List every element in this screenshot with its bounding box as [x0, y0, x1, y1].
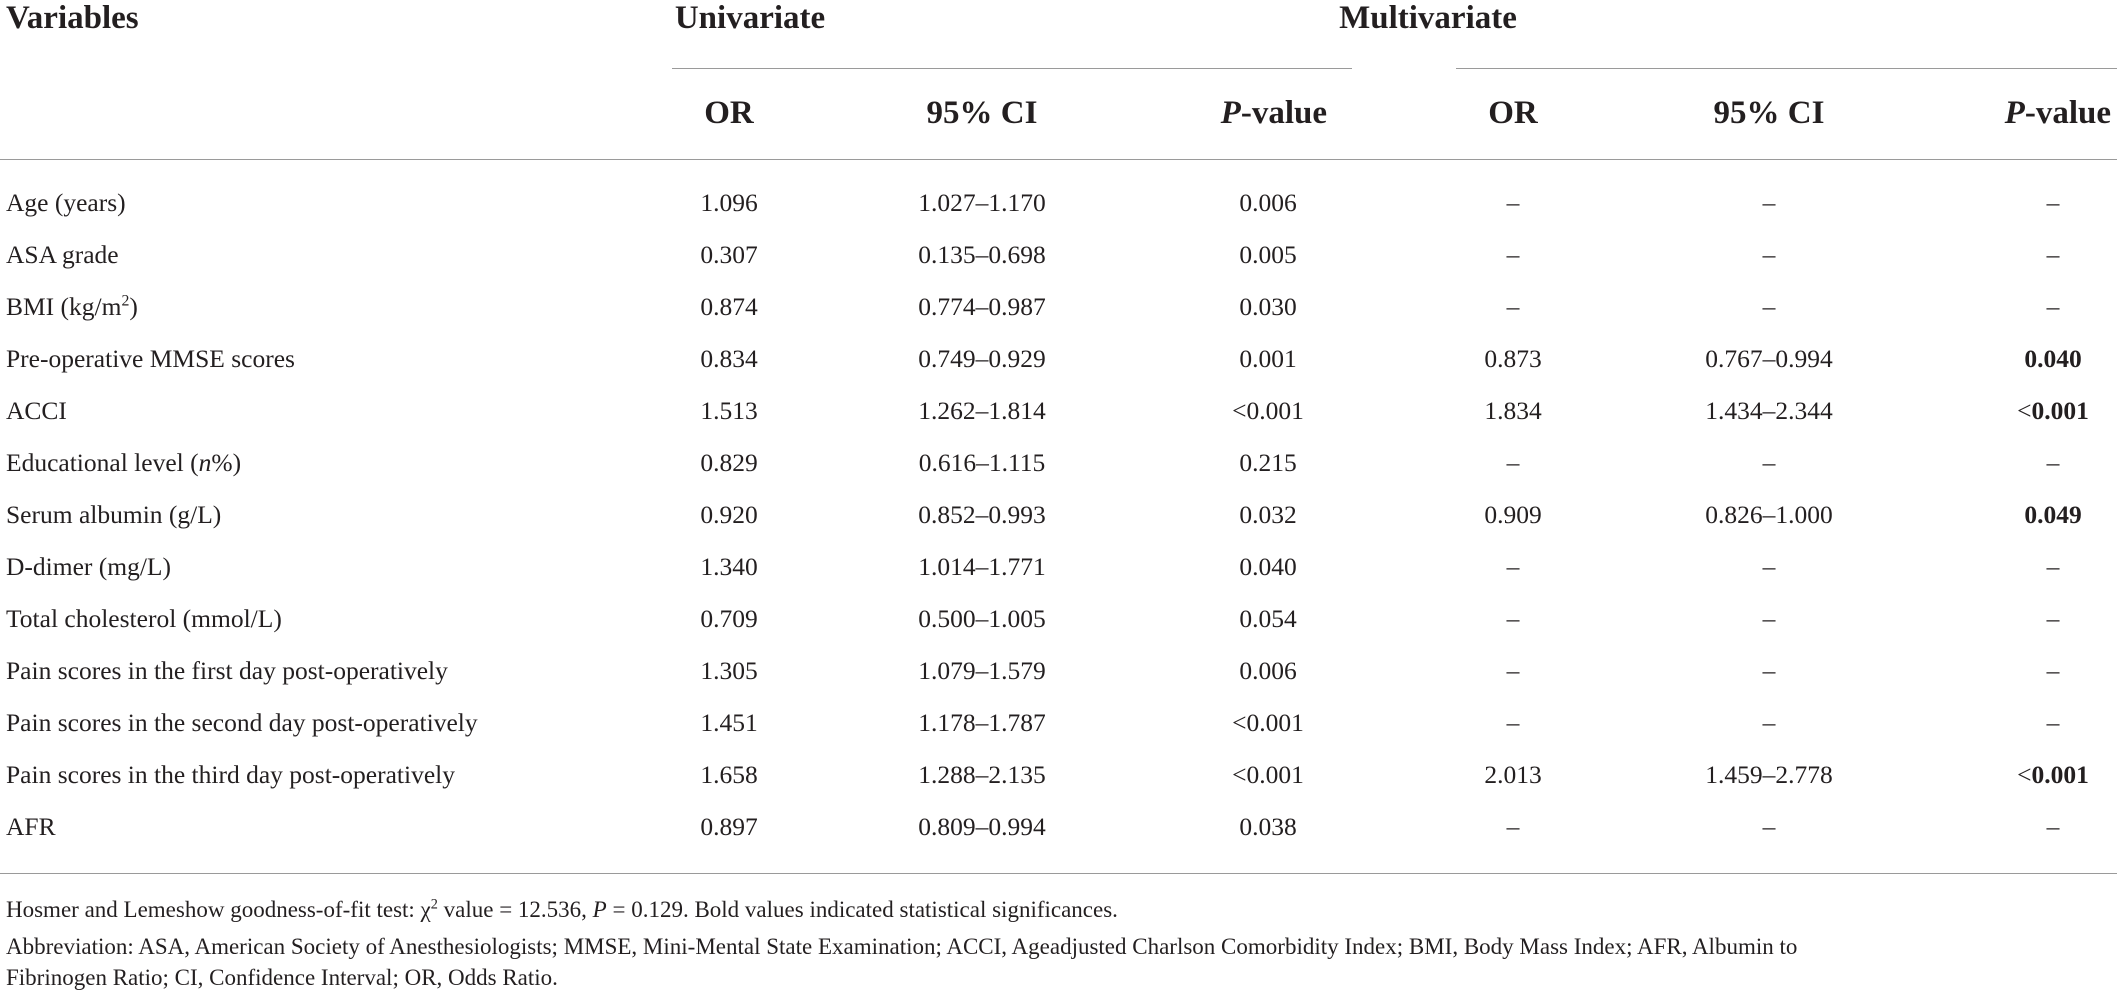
row-bmi-variable: BMI $(kg/m^2)$: [6, 292, 138, 321]
row-pain-day3-u-or: 1.658: [700, 760, 758, 789]
row-bmi-u-p: 0.030: [1239, 292, 1297, 321]
row-mmse-m-ci: 0.767–0.994: [1705, 344, 1833, 373]
row-age-m-p: –: [2046, 188, 2060, 217]
row-cholesterol-m-or: –: [1506, 604, 1520, 633]
row-ddimer-u-p: 0.040: [1239, 552, 1297, 581]
footnote-abbreviations-line2: Fibrinogen Ratio; CI, Confidence Interval; OR, Odds Ratio.: [6, 965, 558, 990]
row-ddimer-variable: D-dimer (mg/L): [6, 552, 171, 581]
row-cholesterol-u-p: 0.054: [1239, 604, 1297, 633]
row-pain-day1-m-ci: –: [1762, 656, 1776, 685]
row-asa-m-p: –: [2046, 240, 2060, 269]
row-cholesterol-u-or: 0.709: [700, 604, 758, 633]
table-bottom-rule: [0, 873, 2117, 874]
row-pain-day1-m-p: –: [2046, 656, 2060, 685]
row-pain-day2-u-p: <0.001: [1232, 708, 1304, 737]
row-albumin-m-ci: 0.826–1.000: [1705, 500, 1833, 529]
row-bmi-u-ci: 0.774–0.987: [918, 292, 1046, 321]
row-age-u-p: 0.006: [1239, 188, 1297, 217]
header-univariate-ci: 95% CI: [926, 95, 1038, 131]
row-pain-day1-variable: Pain scores in the first day post-operatively: [6, 656, 448, 685]
row-mmse-m-p: 0.040: [2024, 344, 2082, 373]
row-cholesterol-u-ci: 0.500–1.005: [918, 604, 1046, 633]
row-afr-u-or: 0.897: [700, 812, 758, 841]
row-pain-day3-variable: Pain scores in the third day post-operatively: [6, 760, 455, 789]
row-acci-u-ci: 1.262–1.814: [918, 396, 1046, 425]
row-asa-m-ci: –: [1762, 240, 1776, 269]
footnote-abbreviations-line1: Abbreviation: ASA, American Society of Anesthesiologists; MMSE, Mini-Mental State Examination; ACCI, Ageadjusted Charlson Comorbidity Index; BMI, Body Mass Index; AFR, Albumin to: [6, 934, 1798, 959]
row-albumin-variable: Serum albumin (g/L): [6, 500, 222, 529]
row-mmse-u-or: 0.834: [700, 344, 758, 373]
row-bmi-m-p: –: [2046, 292, 2060, 321]
row-acci-m-or: 1.834: [1484, 396, 1542, 425]
row-afr-u-ci: 0.809–0.994: [918, 812, 1046, 841]
row-asa-variable: ASA grade: [6, 240, 119, 269]
header-univariate: Univariate: [674, 0, 826, 36]
row-pain-day1-u-or: 1.305: [700, 656, 758, 685]
row-asa-u-ci: 0.135–0.698: [918, 240, 1046, 269]
row-acci-u-p: <0.001: [1232, 396, 1304, 425]
header-univariate-p: P-value: [1220, 95, 1327, 131]
row-albumin-m-or: 0.909: [1484, 500, 1542, 529]
header-multivariate-p: P-value: [2004, 95, 2111, 131]
row-bmi-m-ci: –: [1762, 292, 1776, 321]
row-cholesterol-variable: Total cholesterol (mmol/L): [6, 604, 282, 633]
row-mmse-m-or: 0.873: [1484, 344, 1542, 373]
row-education-u-or: 0.829: [700, 448, 758, 477]
row-ddimer-m-p: –: [2046, 552, 2060, 581]
row-age-m-or: –: [1506, 188, 1520, 217]
row-afr-m-ci: –: [1762, 812, 1776, 841]
row-mmse-u-ci: 0.749–0.929: [918, 344, 1046, 373]
row-albumin-m-p: 0.049: [2024, 500, 2082, 529]
header-multivariate-or: OR: [1488, 95, 1538, 131]
row-education-variable: Educational level (n%): [6, 448, 242, 477]
row-ddimer-m-ci: –: [1762, 552, 1776, 581]
univariate-group-rule: [672, 68, 1352, 69]
row-education-m-or: –: [1506, 448, 1520, 477]
row-pain-day1-u-ci: 1.079–1.579: [918, 656, 1046, 685]
row-afr-m-p: –: [2046, 812, 2060, 841]
row-asa-u-p: 0.005: [1239, 240, 1297, 269]
header-bottom-rule: [0, 159, 2117, 160]
row-acci-variable: ACCI: [6, 396, 67, 425]
header-univariate-or: OR: [704, 95, 754, 131]
row-education-u-p: 0.215: [1239, 448, 1297, 477]
row-pain-day2-u-or: 1.451: [700, 708, 758, 737]
row-afr-u-p: 0.038: [1239, 812, 1297, 841]
row-asa-m-or: –: [1506, 240, 1520, 269]
row-albumin-u-p: 0.032: [1239, 500, 1297, 529]
row-pain-day3-m-ci: 1.459–2.778: [1705, 760, 1833, 789]
row-ddimer-u-ci: 1.014–1.771: [918, 552, 1046, 581]
row-age-m-ci: –: [1762, 188, 1776, 217]
row-acci-m-ci: 1.434–2.344: [1705, 396, 1833, 425]
row-age-u-ci: 1.027–1.170: [918, 188, 1046, 217]
row-asa-u-or: 0.307: [700, 240, 758, 269]
row-mmse-variable: Pre-operative MMSE scores: [6, 344, 295, 373]
row-education-m-p: –: [2046, 448, 2060, 477]
header-multivariate: Multivariate: [1339, 0, 1517, 36]
row-pain-day2-u-ci: 1.178–1.787: [918, 708, 1046, 737]
footnote-goodness-of-fit: Hosmer and Lemeshow goodness-of-fit test: $\chi^2$ value = 12.536, P = 0.129. Bold values indicated statistical significances.: [6, 896, 1118, 922]
row-pain-day2-m-ci: –: [1762, 708, 1776, 737]
header-variables: Variables: [6, 0, 139, 36]
row-ddimer-m-or: –: [1506, 552, 1520, 581]
row-cholesterol-m-p: –: [2046, 604, 2060, 633]
row-age-variable: Age (years): [6, 188, 126, 217]
row-albumin-u-or: 0.920: [700, 500, 758, 529]
row-acci-u-or: 1.513: [700, 396, 758, 425]
row-pain-day3-u-p: <0.001: [1232, 760, 1304, 789]
row-pain-day3-m-p: <0.001: [2017, 760, 2089, 789]
row-pain-day1-u-p: 0.006: [1239, 656, 1297, 685]
row-education-m-ci: –: [1762, 448, 1776, 477]
row-acci-m-p: <0.001: [2017, 396, 2089, 425]
row-mmse-u-p: 0.001: [1239, 344, 1297, 373]
header-multivariate-ci: 95% CI: [1713, 95, 1825, 131]
multivariate-group-rule: [1456, 68, 2117, 69]
row-education-u-ci: 0.616–1.115: [918, 448, 1046, 477]
row-afr-m-or: –: [1506, 812, 1520, 841]
row-pain-day2-variable: Pain scores in the second day post-operatively: [6, 708, 478, 737]
row-pain-day3-u-ci: 1.288–2.135: [918, 760, 1046, 789]
row-bmi-u-or: 0.874: [700, 292, 758, 321]
row-pain-day3-m-or: 2.013: [1484, 760, 1542, 789]
row-albumin-u-ci: 0.852–0.993: [918, 500, 1046, 529]
row-bmi-m-or: –: [1506, 292, 1520, 321]
row-ddimer-u-or: 1.340: [700, 552, 758, 581]
row-pain-day1-m-or: –: [1506, 656, 1520, 685]
row-cholesterol-m-ci: –: [1762, 604, 1776, 633]
row-age-u-or: 1.096: [700, 188, 758, 217]
row-afr-variable: AFR: [6, 812, 56, 841]
row-pain-day2-m-or: –: [1506, 708, 1520, 737]
row-pain-day2-m-p: –: [2046, 708, 2060, 737]
